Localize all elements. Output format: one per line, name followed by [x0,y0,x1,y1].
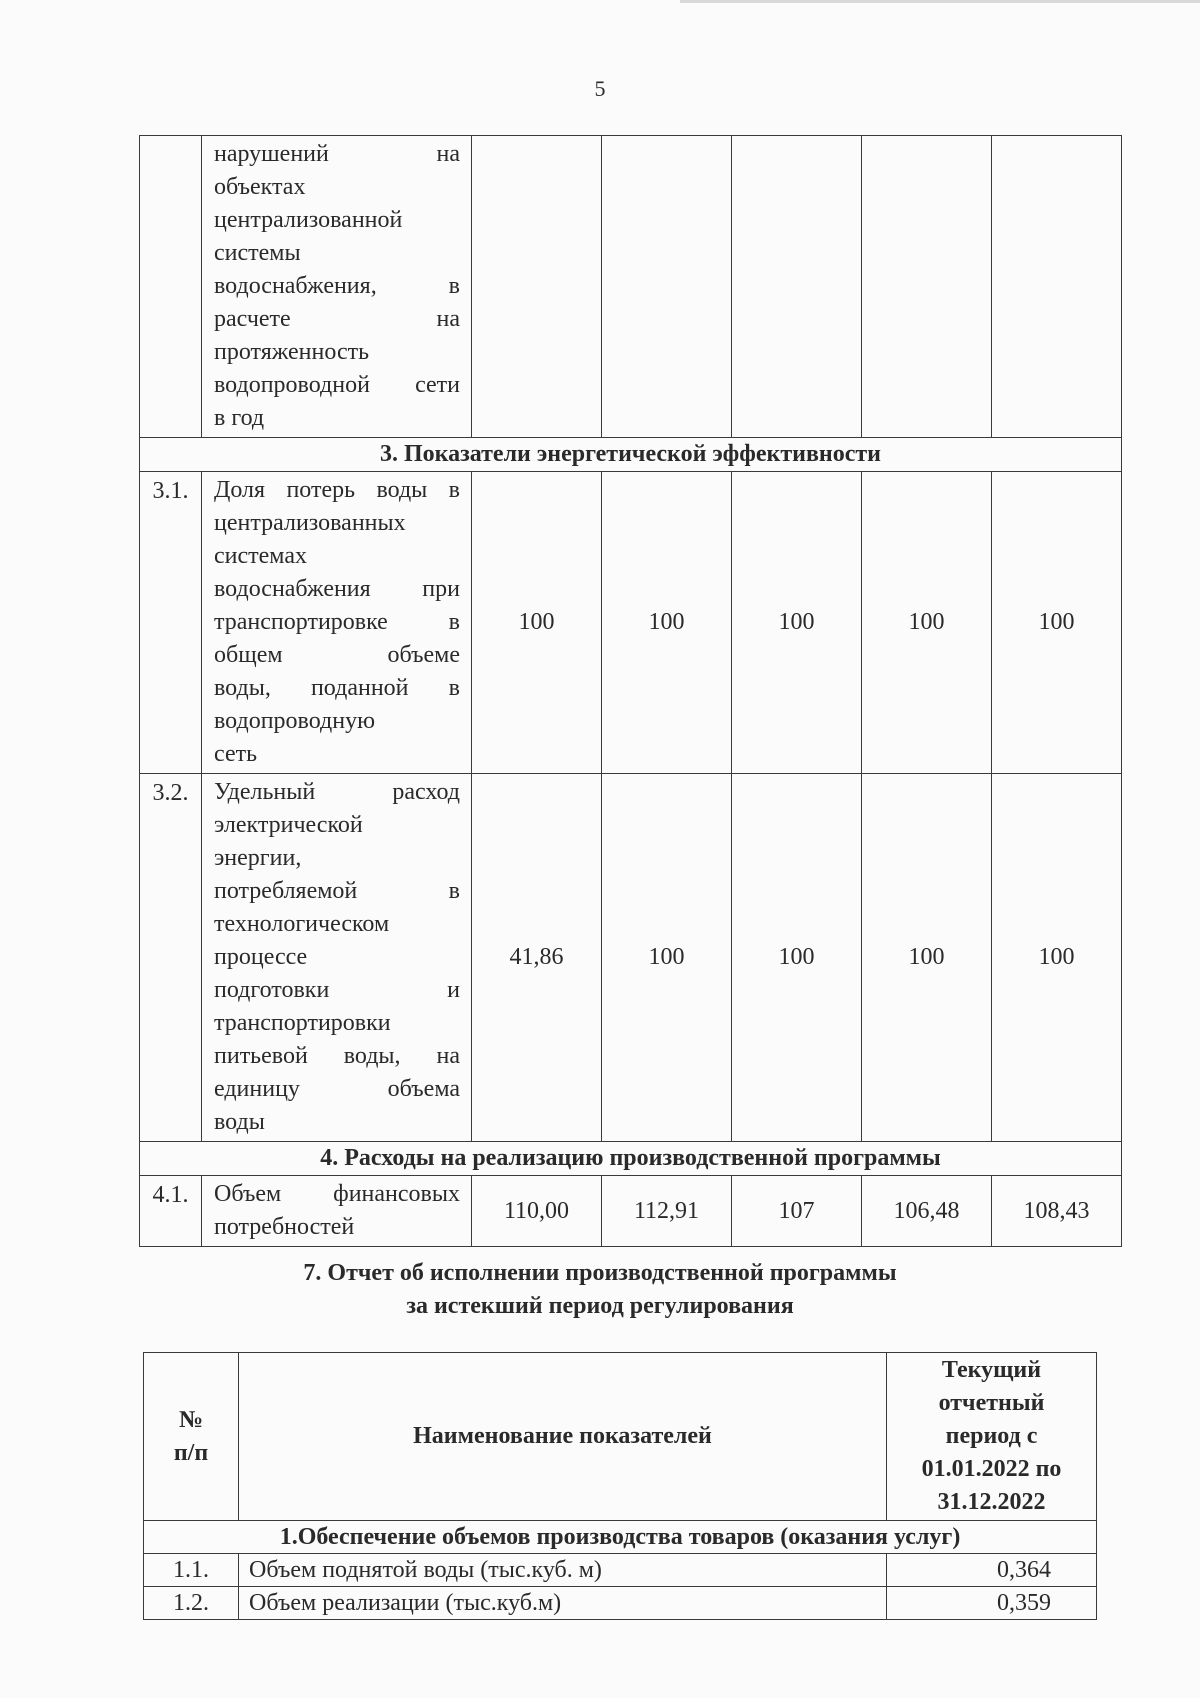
row-num: 4.1. [140,1176,202,1247]
name-line: транспортировке в [214,609,460,635]
header-name: Наименование показателей [239,1353,887,1521]
name-line: подготовки и [214,977,460,1003]
row-num: 1.1. [144,1554,239,1587]
name-line: водопроводной сети [214,372,460,398]
row-value: 0,359 [887,1587,1097,1620]
table-row [140,1176,1122,1247]
header-num: № п/п [144,1353,239,1521]
name-line: электрической [214,812,363,838]
report-table [143,1352,1097,1620]
report-title-line-1: 7. Отчет об исполнении производственной программы [303,1260,897,1286]
row-value: 100 [862,774,992,1142]
row-value: 100 [602,472,732,774]
row-value: 112,91 [602,1176,732,1247]
name-line: централизованных [214,510,406,536]
name-line: процессе [214,944,308,970]
name-line: энергии, [214,845,302,871]
row-value: 100 [732,472,862,774]
section-1-heading: 1.Обеспечение объемов производства товаров (оказания услуг) [144,1521,1097,1554]
name-line: воды [214,1109,265,1135]
row-value: 100 [862,472,992,774]
row-value: 107 [732,1176,862,1247]
name-line: Объем финансовых [214,1181,460,1207]
row-value: 106,48 [862,1176,992,1247]
row-num [140,136,202,438]
row-value [992,136,1122,438]
name-line: потребностей [214,1214,355,1240]
table-row [140,136,1122,438]
name-line: питьевой воды, на [214,1043,460,1069]
name-line: общем объеме [214,642,460,668]
row-value [862,136,992,438]
section-heading: 4. Расходы на реализацию производственной программы [140,1142,1122,1176]
name-line: водопроводную [214,708,375,734]
name-line: Доля потерь воды в [214,477,460,503]
name-line: нарушений на [214,141,460,167]
row-value: 100 [992,472,1122,774]
section-heading: 3. Показатели энергетической эффективности [140,438,1122,472]
row-value: 110,00 [472,1176,602,1247]
name-line: транспортировки [214,1010,391,1036]
name-line: системах [214,543,307,569]
name-line: единицу объема [214,1076,460,1102]
scan-edge [680,0,1200,3]
row-value [472,136,602,438]
row-name [202,774,472,1142]
name-line: объектах [214,174,306,200]
table-row [144,1587,1097,1620]
row-value: 0,364 [887,1554,1097,1587]
row-value: 41,86 [472,774,602,1142]
name-line: технологическом [214,911,390,937]
name-line: централизованной [214,207,403,233]
row-num: 3.1. [140,472,202,774]
row-value: 108,43 [992,1176,1122,1247]
page-number: 5 [594,76,606,101]
name-line: расчете на [214,306,460,332]
name-line: системы [214,240,301,266]
row-value [602,136,732,438]
row-num: 3.2. [140,774,202,1142]
table-row [140,774,1122,1142]
row-value [732,136,862,438]
name-line: воды, поданной в [214,675,460,701]
row-name: Объем поднятой воды (тыс.куб. м) [239,1554,887,1587]
row-value: 100 [992,774,1122,1142]
row-value: 100 [602,774,732,1142]
row-value: 100 [732,774,862,1142]
name-line: потребляемой в [214,878,460,904]
name-line: водоснабжения при [214,576,460,602]
row-name [202,472,472,774]
row-name [202,136,472,438]
name-line: Удельный расход [214,779,460,805]
row-value: 100 [472,472,602,774]
name-line: в год [214,405,265,431]
report-title-line-2: за истекший период регулирования [406,1293,794,1319]
table-row [144,1554,1097,1587]
name-line: сеть [214,741,258,767]
header-period: Текущий отчетный период с 01.01.2022 по 31.12.2022 [887,1353,1097,1521]
name-line: водоснабжения, в [214,273,460,299]
indicators-table [139,135,1122,1247]
name-line: протяженность [214,339,370,365]
row-num: 1.2. [144,1587,239,1620]
table-row [140,472,1122,774]
row-name: Объем реализации (тыс.куб.м) [239,1587,887,1620]
row-name [202,1176,472,1247]
